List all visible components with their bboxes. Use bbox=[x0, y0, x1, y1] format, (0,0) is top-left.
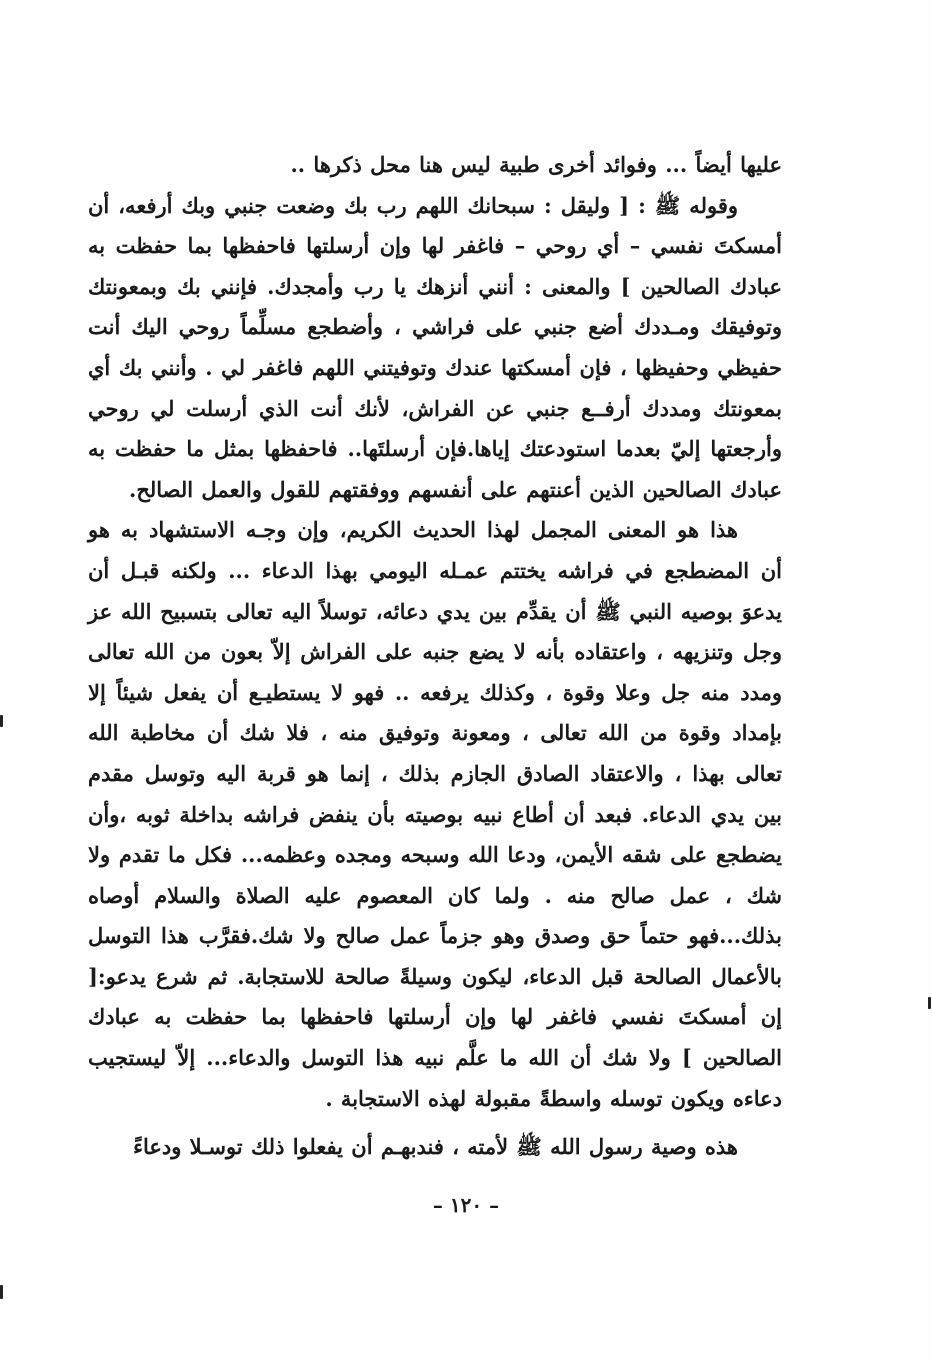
scan-edge-mark bbox=[0, 1285, 3, 1299]
scan-edge-mark bbox=[0, 715, 3, 727]
paragraph-4: هذه وصية رسول الله ﷺ لأمته ، فندبهـم أن يفعلوا ذلك توسـلا ودعاءً bbox=[133, 1134, 738, 1160]
body-text bbox=[88, 145, 782, 1168]
paragraph-3: هذا هو المعنى المجمل لهذا الحديث الكريم، وإن وجـه الاستشهاد به هو أن المضطجع في فراشه يختتم عمـله اليومي بهذا الدعاء ... ولكنه قبـل أن يدعوَ بوصيه النبي ﷺ أن يقدِّم بين يدي دعائه، توسلاً اليه تعالى بتسبيح الله عز وجل وتنزيهه ، واعتقاده بأنه لا يضع جنبه على الفراش إلاّ بعون من الله تعالى ومدد منه جل وعلا وقوة ، وكذلك يرفعه .. فهو لا يستطيـع أن يفعل شيئاً إلا بإمداد وقوة من الله تعالى ، ومعونة وتوفيق منه ، فلا شك أن مخاطبة الله تعالى بهذا ، والاعتقاد الصادق الجازم بذلك ، إنما هو قربة اليه وتوسل مقدم بين يدي الدعاء. فبعد أن أطاع نبيه بوصيته بأن ينفض فراشه بداخلة ثوبه ،وأن يضطجع على شقه الأيمن، ودعا الله وسبحه ومجده وعظمه... فكل ما تقدم ولا شك ، عمل صالح منه . ولما كان المعصوم عليه الصلاة والسلام أوصاه بذلك...فهو حتماً حق وصدق وهو جزماً عمل صالح ولا شك.فقرَّب هذا التوسل بالأعمال الصالحة قبل الدعاء، ليكون وسيلةً صالحة للاستجابة. ثم شرع يدعو:[ إن أمسكتَ نفسي فاغفر لها وإن أرسلتها فاحفظها بما حفظت به عبادك الصالحين ] ولا شك أن الله ما علَّم نبيه هذا التوسل والدعاء... إلاّ ليستجيب دعاءه ويكون توسله واسطةً مقبولة لهذه الاستجابة . bbox=[88, 517, 782, 1111]
page-number: – ١٢٠ – bbox=[432, 1193, 500, 1217]
paragraph-1: عليها أيضاً ... وفوائد أخرى طبية ليس هنا محل ذكرها .. bbox=[290, 152, 782, 177]
scan-edge-mark bbox=[928, 997, 931, 1009]
paragraph-2: وقوله ﷺ : [ وليقل : سبحانك اللهم رب بك وضعت جنبي وبك أرفعه، أن أمسكتَ نفسي – أي روحي – فاغفر لها وإن أرسلتها فاحفظها بما حفظت به عبادك الصالحين ] والمعنى : أنني أنزهك يا رب وأمجدك. فإنني بك وبمعونتك وتوفيقك ومـددك أضع جنبي على فراشي ، وأضطجع مسلِّماً روحي اليك أنت حفيظي وحفيظها ، فإن أمسكتها عندك وتوفيتني اللهم فاغفر لي . وأنني بك أي بمعونتك ومددك أرفــع جنبي عن الفراش، لأنك أنت الذي أرسلت لي روحي وأرجعتها إليّ بعدما استودعتك إياها.فإن أرسلتَها.. فاحفظها بمثل ما حفظت به عبادك الصالحين الذين أعنتهم على أنفسهم ووفقتهم للقول والعمل الصالح. bbox=[88, 192, 782, 502]
